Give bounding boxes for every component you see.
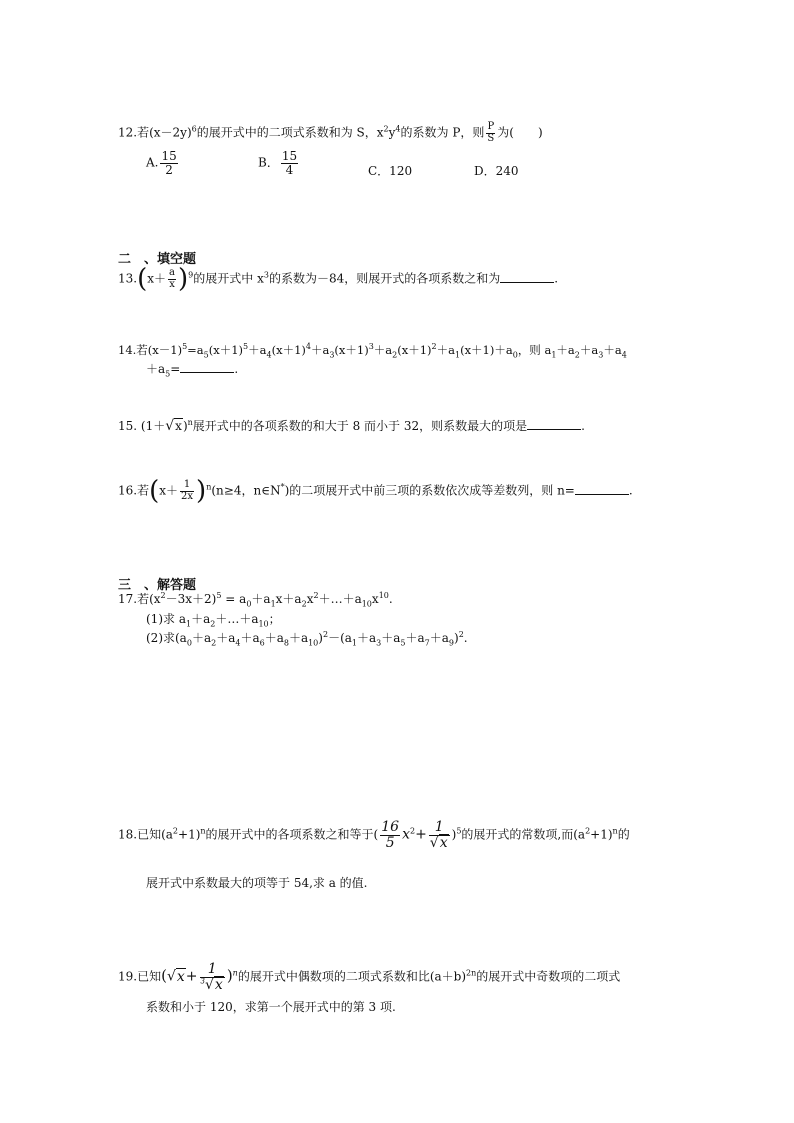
q17-text: ) (454, 631, 459, 645)
q16-number: 16.若 (118, 483, 150, 498)
sub: 2 (210, 619, 216, 629)
question-12 (118, 122, 543, 144)
question-17-part2 (146, 630, 468, 648)
answer-blank (527, 419, 581, 430)
q17-text: ； (268, 612, 281, 626)
question-13 (118, 266, 558, 292)
sub: 10 (308, 638, 319, 648)
question-14-line2 (146, 362, 239, 379)
sub: 2 (301, 599, 307, 609)
option-label: A. (146, 155, 159, 170)
q13-number: 13. (118, 271, 138, 286)
sub: 10 (361, 599, 372, 609)
frac-num: a (169, 267, 175, 278)
q17-text: x (371, 592, 379, 606)
q15-text: . (581, 419, 585, 433)
q14-text: ＋a (436, 343, 455, 357)
exp: 5 (182, 342, 188, 352)
section-fill-in-header: 二 、填空题 (118, 252, 197, 267)
q17-text: ＋a (381, 631, 401, 645)
q19-text: 的展开式中奇数项的二项式 (476, 969, 621, 984)
q17-text: x (306, 592, 314, 606)
q18-text: ) (451, 827, 457, 842)
q17-text: ＋…＋a (318, 592, 362, 606)
frac-num: 1 (180, 480, 194, 492)
q14-text: ＋a (146, 362, 166, 376)
frac-den: 5 (385, 834, 395, 851)
q12-text: 的展开式中的二项式系数和为 S，x (196, 125, 384, 140)
q13-text: 的系数为－84，则展开式的各项系数之和为 (268, 271, 501, 286)
sub: 4 (266, 350, 272, 360)
q18-text: +1) (178, 827, 201, 842)
q14-text: = (170, 362, 181, 376)
frac-num: 15 (281, 149, 298, 163)
q17-text: ＋a (288, 631, 309, 645)
exp: 2 (585, 826, 591, 836)
q17-text: ＋a (264, 631, 284, 645)
question-16 (118, 478, 633, 504)
frac-num: 16 (381, 819, 400, 835)
exp: 3 (368, 342, 374, 352)
answer-blank (575, 484, 629, 495)
frac-den (429, 836, 450, 851)
q17-text: . (388, 592, 393, 606)
left-paren: ( (137, 264, 148, 294)
q17-text: ＋a (251, 592, 271, 606)
q17-text: ) (318, 631, 323, 645)
option-a-fraction (160, 150, 177, 176)
q16-text: x＋ (159, 483, 179, 498)
q19-text: 的展开式中偶数项的二项式系数和比(a＋b) (237, 969, 467, 984)
q14-text: ＋a (579, 343, 599, 357)
sub: 7 (424, 638, 430, 648)
q12-text: 为( ) (497, 125, 543, 140)
q18-text: 18.已知(a (118, 827, 173, 842)
q16-text: . (628, 483, 633, 498)
sub: 1 (454, 350, 461, 360)
question-18-line2: 展开式中系数最大的项等于 54,求 a 的值. (146, 876, 368, 890)
frac-den: 2 (165, 162, 173, 177)
question-17-part1 (146, 612, 281, 629)
exp: 2 (322, 630, 329, 639)
sqrt-sign: √ (204, 976, 214, 993)
q12-text: y (388, 125, 396, 140)
right-paren: ) (178, 264, 189, 294)
exp: 2n (466, 968, 477, 978)
sub: 3 (598, 350, 604, 360)
q17-text: ＋a (405, 631, 425, 645)
sub: 0 (186, 638, 192, 648)
q15-text: 展开式中的各项系数的和大于 8 而小于 32，则系数最大的项是 (192, 419, 528, 433)
q15-text: ) (182, 419, 188, 433)
question-18 (118, 820, 630, 850)
sqrt-sign: √ (429, 834, 439, 851)
q17-text: . (463, 631, 468, 645)
sub: 3 (329, 350, 335, 360)
sub: 9 (448, 638, 454, 648)
question-15 (118, 418, 585, 435)
frac-num: 1 (200, 962, 225, 978)
root-index: 3 (200, 977, 205, 986)
q14-text: (x＋1) (334, 343, 369, 357)
exp: 2 (431, 342, 437, 352)
question-19 (118, 962, 620, 992)
sqrt-content: x (439, 834, 448, 851)
q17-text: x＋a (275, 592, 302, 606)
q18-fraction-1 (380, 820, 400, 850)
q15-text: (1＋ (140, 419, 166, 433)
right-paren: ) (196, 476, 207, 506)
exp: 2 (313, 591, 319, 600)
q13-fraction (168, 268, 176, 290)
q12-exponent: 4 (395, 124, 401, 134)
frac-den: x (169, 278, 175, 290)
q19-text: 19.已知 (118, 969, 162, 984)
q14-text: ＋a (556, 343, 575, 357)
sub: 1 (185, 619, 192, 629)
q17-text: －(a (328, 631, 352, 645)
q19-text: + (185, 968, 198, 985)
sub: 0 (512, 350, 518, 360)
q13-exponent: 9 (188, 270, 194, 280)
q18-text: 的展开式中的各项系数之和等于( (205, 827, 379, 842)
question-14 (118, 344, 627, 358)
sub: 4 (621, 350, 627, 360)
exp: n (612, 826, 618, 836)
q12-option-b (258, 150, 300, 176)
sub: 1 (351, 638, 357, 648)
q17-text: (1)求 a (146, 612, 186, 626)
q17-text: ＋a (191, 631, 212, 645)
q14-text: ＋a (248, 343, 267, 357)
q17-text: (2)求(a (146, 631, 187, 645)
exp: 2 (160, 591, 166, 600)
exp: n (200, 826, 206, 836)
question-19-line2: 系数和小于 120，求第一个展开式中的第 3 项. (146, 1000, 396, 1014)
exp: 5 (456, 826, 462, 836)
q12-option-d: D．240 (474, 164, 519, 178)
q13-text: 的展开式中 x (193, 271, 264, 286)
left-paren: ( (149, 476, 160, 506)
sub: 2 (211, 638, 217, 648)
q13-exponent: 3 (263, 270, 269, 280)
q14-text: (x＋1) (271, 343, 306, 357)
q15-number: 15. (118, 419, 138, 433)
q14-text: (x＋1) (397, 343, 432, 357)
q17-text: ＋a (429, 631, 449, 645)
q14-text: =a (187, 343, 204, 357)
q16-text: )的二项展开式中前三项的系数依次成等差数列，则 n= (284, 483, 575, 498)
right-paren: ) (226, 966, 233, 985)
q12-frac-den: S (487, 132, 495, 144)
sub: 2 (392, 350, 398, 360)
q14-text: (x＋1) (208, 343, 244, 357)
sub: 4 (235, 638, 241, 648)
answer-blank (180, 362, 234, 373)
sub: 1 (551, 350, 557, 360)
section-solutions-header: 三 、解答题 (118, 578, 197, 593)
q13-text: . (554, 271, 559, 286)
q18-text: +1) (590, 827, 613, 842)
q12-exponent: 2 (383, 124, 389, 134)
sub: 5 (203, 350, 209, 360)
q17-text: ＋a (240, 631, 260, 645)
frac-den: 2x (181, 490, 194, 502)
q18-text: 的展开式的常数项,而(a (461, 827, 586, 842)
left-paren: ( (161, 966, 167, 985)
q12-frac-num: P (487, 121, 495, 132)
q17-text: ＋a (357, 631, 377, 645)
exp: 2 (172, 826, 179, 836)
frac-num: 1 (429, 820, 450, 836)
q17-text: ＋…＋a (215, 612, 259, 626)
q19-fraction (200, 962, 225, 992)
q12-text: 若(x－2y) (137, 125, 192, 140)
q12-exponent: 6 (191, 124, 197, 134)
q17-text: ＋a (191, 612, 211, 626)
sub: 6 (259, 638, 265, 648)
q14-text: (x＋1)＋a (460, 343, 513, 357)
sub: 2 (574, 350, 580, 360)
exp: 5 (243, 342, 249, 352)
q17-text: ＋a (216, 631, 236, 645)
q12-text: 的系数为 P，则 (400, 125, 485, 140)
sub: 3 (376, 638, 382, 648)
q13-text: x＋ (147, 271, 167, 286)
q18-text: 的 (617, 827, 630, 842)
sub: 10 (258, 619, 269, 629)
q16-text: (n≥4，n∈N (211, 483, 281, 498)
exp: * (280, 482, 285, 492)
q14-text: 14.若(x－1) (118, 343, 183, 357)
frac-den (200, 978, 225, 993)
q12-option-a (146, 150, 180, 176)
sub: 5 (400, 638, 406, 648)
q14-text: ＋a (310, 343, 330, 357)
option-label: B． (258, 155, 279, 170)
sub: 1 (270, 599, 276, 609)
frac-den: 4 (285, 162, 294, 177)
sub: 8 (283, 638, 289, 648)
sqrt-content: x (175, 419, 182, 433)
q14-text: ＋a (373, 343, 393, 357)
sqrt-content: x (176, 968, 185, 985)
question-17 (118, 591, 393, 609)
frac-num: 15 (161, 149, 177, 163)
q18-var: x (402, 826, 410, 843)
sub: 5 (165, 369, 171, 379)
sqrt-content: x (214, 976, 223, 993)
exp: 4 (305, 342, 311, 352)
exp: 2 (409, 826, 416, 836)
q12-fraction (486, 122, 495, 144)
sqrt-sign: √ (165, 418, 175, 434)
q17-text: 17.若(x (118, 592, 161, 606)
q14-text: ＋a (603, 343, 622, 357)
exp: 5 (216, 591, 222, 600)
q14-text: ，则 a (517, 343, 552, 357)
sqrt-sign: √ (166, 968, 176, 985)
exp: 2 (458, 630, 464, 639)
sub: 0 (246, 599, 252, 609)
exp: 10 (378, 591, 389, 600)
q16-fraction (180, 480, 194, 502)
q14-text: . (234, 362, 239, 376)
exp: n (187, 418, 193, 427)
q17-text: = a (221, 592, 247, 606)
answer-blank (500, 272, 554, 283)
q12-option-c: C．120 (368, 164, 413, 178)
q18-text: + (415, 826, 427, 843)
q18-fraction-2 (429, 820, 450, 850)
q17-text: －3x＋2) (165, 592, 217, 606)
exp: n (232, 968, 238, 978)
q12-number: 12. (118, 125, 138, 140)
exp: n (206, 482, 212, 492)
option-b-fraction (281, 150, 298, 176)
